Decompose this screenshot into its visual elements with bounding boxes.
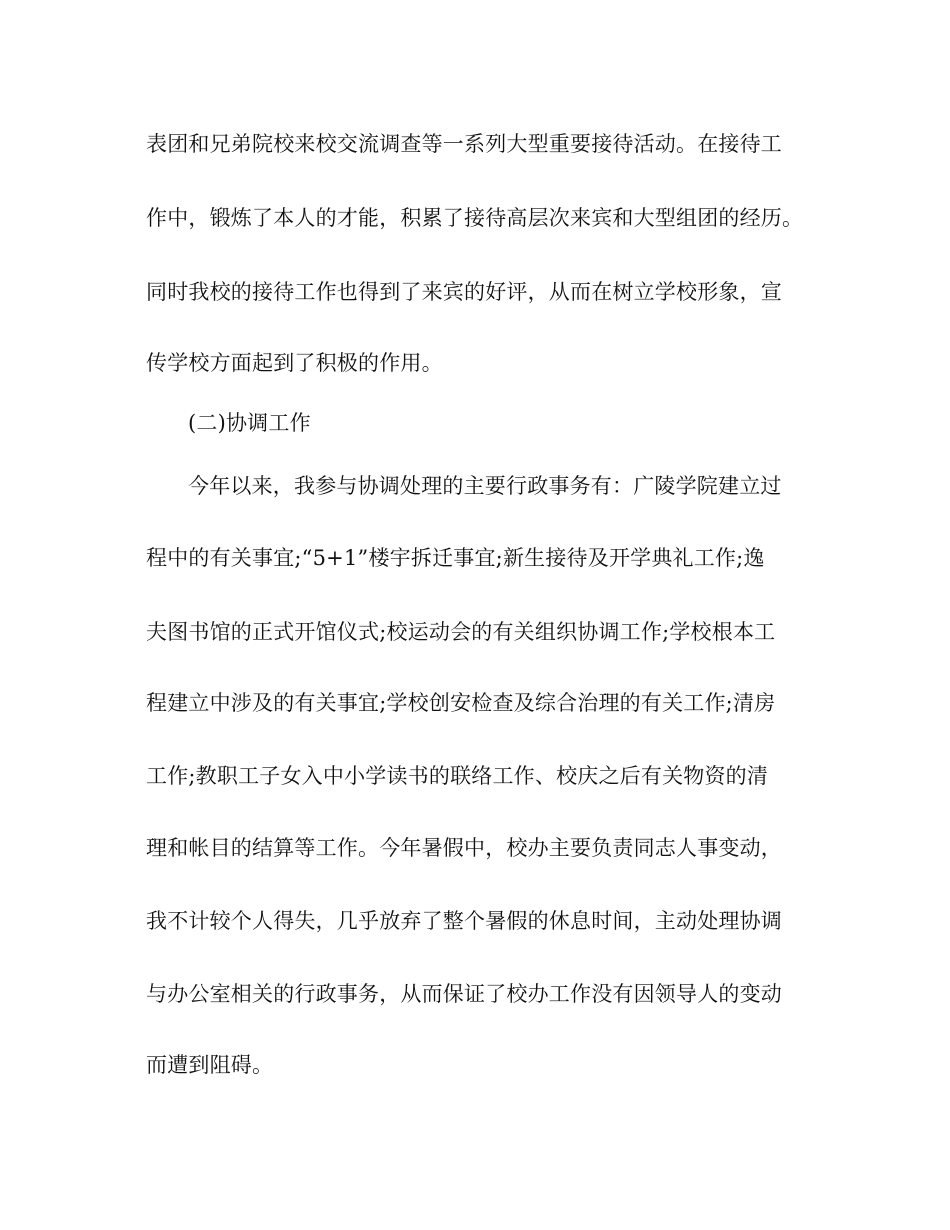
text-line-6: 今年以来，我参与协调处理的主要行政事务有：广陵学院建立过	[188, 474, 782, 498]
text-line-1: 表团和兄弟院校来校交流调查等一系列大型重要接待活动。在接待工	[146, 132, 782, 156]
text-line-8: 夫图书馆的正式开馆仪式;校运动会的有关组织协调工作;学校根本工	[146, 620, 776, 644]
text-line-2: 作中，锻炼了本人的才能，积累了接待高层次来宾和大型组团的经历。	[146, 206, 804, 230]
text-line-14: 而遭到阻碍。	[146, 1053, 274, 1077]
text-line-3: 同时我校的接待工作也得到了来宾的好评，从而在树立学校形象，宣	[146, 280, 782, 304]
text-line-12: 我不计较个人得失，几乎放弃了整个暑假的休息时间，主动处理协调	[146, 909, 782, 933]
text-line-9: 程建立中涉及的有关事宜;学校创安检查及综合治理的有关工作;清房	[146, 691, 776, 715]
text-line-7: 程中的有关事宜;“5+1”楼宇拆迁事宜;新生接待及开学典礼工作;逸	[146, 546, 765, 570]
text-line-4: 传学校方面起到了积极的作用。	[146, 351, 443, 375]
section-heading: (二)协调工作	[188, 411, 311, 435]
text-line-10: 工作;教职工子女入中小学读书的联络工作、校庆之后有关物资的清	[146, 764, 769, 788]
text-line-13: 与办公室相关的行政事务，从而保证了校办工作没有因领导人的变动	[146, 982, 782, 1006]
text-line-11: 理和帐目的结算等工作。今年暑假中，校办主要负责同志人事变动，	[146, 836, 782, 860]
